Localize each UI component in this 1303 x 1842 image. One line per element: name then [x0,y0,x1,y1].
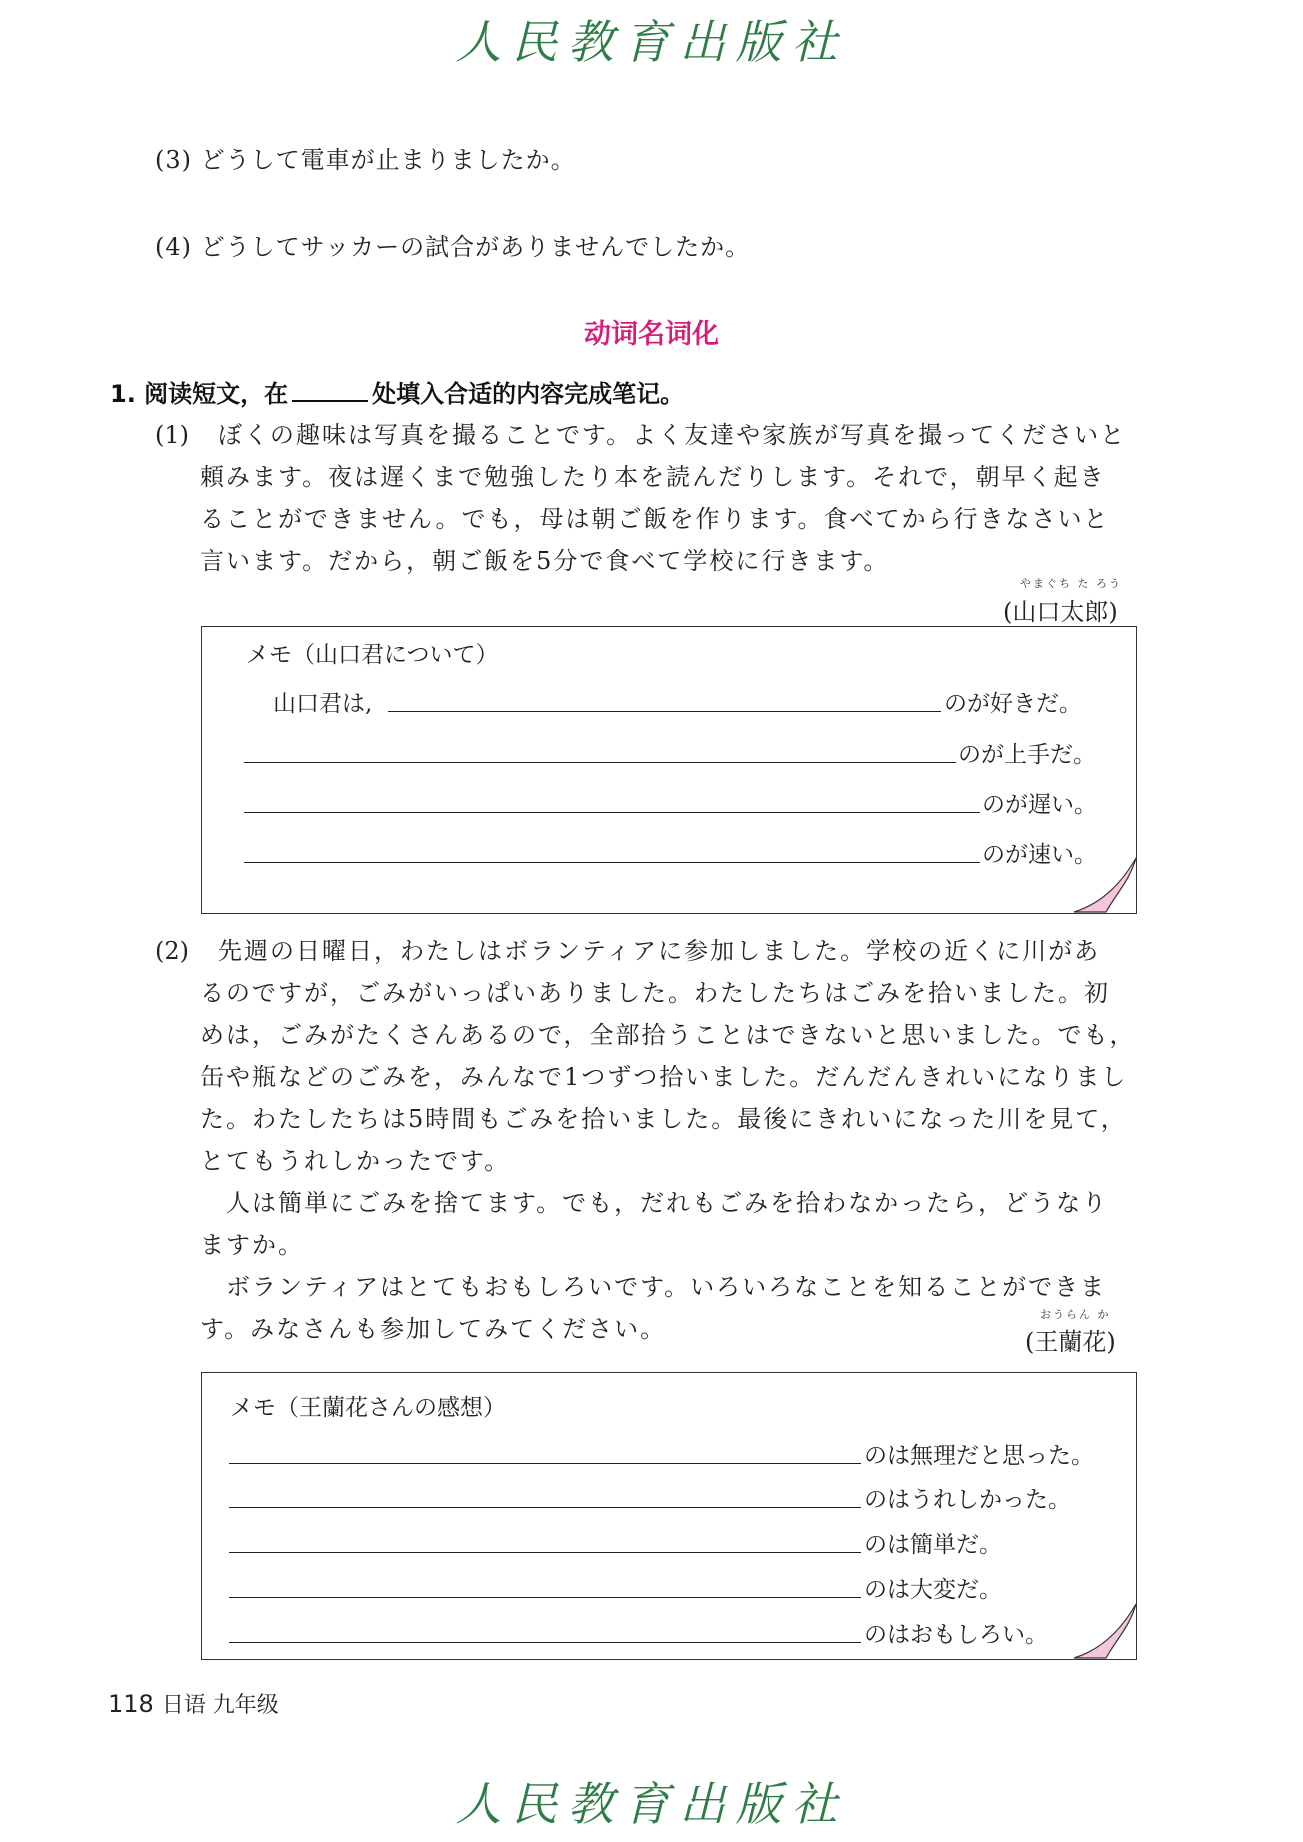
memo2-suffix-5: のはおもしろい。 [864,1622,1048,1648]
instruction-suffix: 处填入合适的内容完成笔记。 [372,380,685,408]
passage2-line: 先週の日曜日，わたしはボランティアに参加しました。学校の近くに川があ [218,937,1101,965]
question-4: (4) どうしてサッカーの試合がありませんでしたか。 [155,233,751,261]
memo1-title: メモ（山口君について） [246,642,499,668]
passage2-line: た。わたしたちは5時間もごみを拾いました。最後にきれいになった川を見て， [200,1105,1127,1133]
publisher-logo-footer: 人民教育出版社 [455,1777,848,1831]
memo1-blank-2[interactable] [244,761,956,763]
passage2-author-ruby: おうらん か [1040,1308,1111,1321]
memo1-suffix-4: のが速い。 [982,842,1097,868]
memo1-blank-1[interactable] [388,710,941,712]
exercise-instruction [110,374,684,409]
section-title: 动词名词化 [584,319,719,350]
passage2-line: 人は簡単にごみを捨てます。でも，だれもごみを拾わなかったら，どうなり [226,1189,1109,1217]
memo2-suffix-4: のは大変だ。 [864,1577,1002,1603]
memo2-blank-5[interactable] [229,1641,861,1643]
passage1-line: 頼みます。夜は遅くまで勉強したり本を読んだりします。それで，朝早く起き [200,463,1106,491]
question-3: (3) どうして電車が止まりましたか。 [155,146,576,174]
passage2-text [200,930,1140,1350]
passage2-line: ますか。 [200,1231,304,1259]
instruction-blank [292,378,368,402]
memo2-title: メモ（王蘭花さんの感想） [230,1395,506,1421]
memo2-suffix-2: のはうれしかった。 [864,1487,1071,1513]
passage2-line: めは，ごみがたくさんあるので，全部拾うことはできないと思いました。でも， [200,1021,1136,1049]
publisher-logo-header: 人民教育出版社 [455,15,848,69]
memo2-suffix-1: のは無理だと思った。 [864,1443,1094,1469]
passage2-line: す。みなさんも参加してみてください。 [200,1315,667,1343]
passage1-text [200,414,1140,582]
memo2-blank-3[interactable] [229,1551,861,1553]
memo2-blank-2[interactable] [229,1506,861,1508]
passage2-number: (2) [155,937,189,965]
passage1-line: ることができません。でも，母は朝ご飯を作ります。食べてから行きなさいと [200,505,1110,533]
page-curl-2 [1070,1596,1138,1660]
passage2-line: 缶や瓶などのごみを，みんなで1つずつ拾いました。だんだんきれいになりまし [200,1063,1128,1091]
passage2-line: ボランティアはとてもおもしろいです。いろいろなことを知ることができま [226,1273,1107,1301]
book-title: 日语 九年级 [161,1693,279,1718]
passage2-line: るのですが，ごみがいっぱいありました。わたしたちはごみを拾いました。初 [200,979,1110,1007]
memo-box-1 [201,626,1137,914]
passage1-author: (山口太郎) [1003,598,1118,626]
memo2-suffix-3: のは簡単だ。 [864,1532,1002,1558]
memo2-blank-4[interactable] [229,1596,861,1598]
memo1-prefix: 山口君は, [273,691,373,717]
memo1-suffix-1: のが好きだ。 [944,691,1082,717]
page-footer [108,1688,279,1719]
memo1-blank-4[interactable] [244,861,980,863]
passage2-author: (王蘭花) [1025,1328,1116,1356]
passage1-line: 言います。だから，朝ご飯を5分で食べて学校に行きます。 [200,547,890,575]
passage1-number: (1) [155,421,189,449]
memo2-blank-1[interactable] [229,1462,861,1464]
memo1-blank-3[interactable] [244,811,980,813]
page-number: 118 [108,1690,154,1718]
passage1-author-ruby: やまぐち た ろう [1020,577,1122,590]
instruction-prefix: 1. 阅读短文，在 [110,380,289,408]
passage2-line: とてもうれしかったです。 [200,1147,511,1175]
memo1-suffix-3: のが遅い。 [982,792,1097,818]
passage1-line: ぼくの趣味は写真を撮ることです。よく友達や家族が写真を撮ってくださいと [218,421,1127,449]
memo1-suffix-2: のが上手だ。 [958,742,1096,768]
